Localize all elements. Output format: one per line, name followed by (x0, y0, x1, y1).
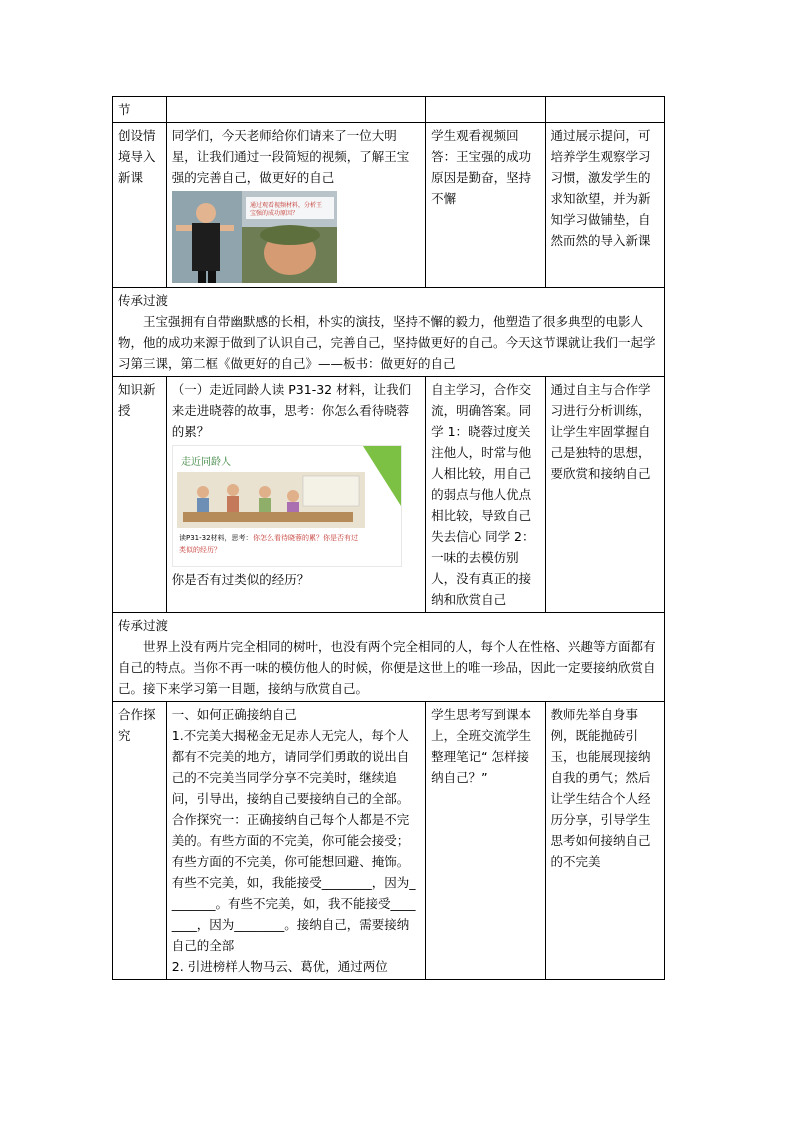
table-row (113, 377, 665, 613)
student-cell: 学生观看视频回答：王宝强的成功原因是勤奋，坚持不懈 (426, 123, 545, 288)
teacher-text: 合作探究一：正确接纳自己每个人都是不完美的。有些方面的不完美，你可能会接受；有些方面的不完美，你可能想回避、掩饰。有些不完美，如，我能接受________，因为________。有些不完美，如，我不能接受________，因为________。接纳自己，需要接纳自己的全部 (171, 812, 416, 953)
classroom-illustration (173, 446, 401, 566)
classroom-image (172, 445, 402, 567)
teacher-cell (166, 702, 425, 980)
intent-cell: 通过自主与合作学习进行分析训练，让学生牢固掌握自己是独特的思想，要欣赏和接纳自己 (545, 377, 664, 613)
student-cell: 自主学习，合作交流，明确答案。同学 1：晓蓉过度关注他人，时常与他人相比较，用自己的弱点与他人优点相比较，导致自己失去信心 同学 2：一味的去模仿别人，没有真正的接纳和欣赏自己 (426, 377, 545, 613)
table-row (113, 288, 665, 377)
student-cell: 学生思考写到课本上，全班交流学生整理笔记“ 怎样接纳自己？” (426, 702, 545, 980)
image-caption: 通过观看视频材料，分析王 (249, 202, 322, 209)
intent-cell: 通过展示提问，可培养学生观察学习习惯，激发学生的求知欲望，并为新知学习做铺垫，自然而然的导入新课 (545, 123, 664, 288)
transition-heading: 传承过渡 (118, 618, 169, 633)
table-row (113, 702, 665, 980)
stage-cell: 节 (113, 97, 167, 123)
transition-heading: 传承过渡 (118, 293, 169, 308)
student-cell (426, 97, 545, 123)
photo-illustration (172, 191, 337, 283)
teacher-text: 1.不完美大揭秘金无足赤人无完人，每个人都有不完美的地方，请同学们勇敢的说出自己的不完美当同学分享不完美时，继续追问，引导出，接纳自己要接纳自己的全部。 (171, 728, 410, 806)
image-caption: 读P31-32材料，思考： (178, 534, 253, 542)
table-row (113, 97, 665, 123)
image-title: 走近同龄人 (180, 457, 231, 468)
image-caption: 你怎么看待晓蓉的累？你是否有过 (252, 534, 358, 542)
teacher-text: 2. 引进榜样人物马云、葛优，通过两位 (171, 959, 388, 974)
stage-cell: 创设情境导入新课 (113, 123, 167, 288)
teacher-cell (166, 97, 425, 123)
table-row (113, 123, 665, 288)
wang-baoqiang-image (172, 191, 337, 283)
lesson-plan-table (112, 96, 665, 980)
teacher-text: 同学们，今天老师给你们请来了一位大明星，让我们通过一段简短的视频，了解王宝强的完善自己，做更好的自己 (171, 128, 410, 185)
transition-cell (113, 288, 665, 377)
table-row (113, 613, 665, 702)
teacher-text: 一、如何正确接纳自己 (171, 707, 297, 722)
transition-cell (113, 613, 665, 702)
intent-cell: 教师先举自身事例，既能抛砖引玉，也能展现接纳自我的勇气；然后让学生结合个人经历分享，引导学生思考如何接纳自己的不完美 (545, 702, 664, 980)
intent-cell (545, 97, 664, 123)
teacher-cell (166, 377, 425, 613)
stage-cell: 知识新授 (113, 377, 167, 613)
image-caption: 宝强的成功原因？ (249, 210, 298, 217)
stage-cell: 合作探究 (113, 702, 167, 980)
teacher-question: 你是否有过类似的经历？ (171, 572, 310, 587)
image-caption: 类似的经历？ (178, 546, 221, 554)
transition-text: 世界上没有两片完全相同的树叶，也没有两个完全相同的人，每个人在性格、兴趣等方面都有自己的特点。当你不再一味的模仿他人的时候，你便是这世上的唯一珍品，因此一定要接纳欣赏自己。接下来学习第一目题，接纳与欣赏自己。 (118, 639, 656, 696)
teacher-cell (166, 123, 425, 288)
transition-text: 王宝强拥有自带幽默感的长相，朴实的演技，坚持不懈的毅力，他塑造了很多典型的电影人物，他的成功来源于做到了认识自己，完善自己，坚持做更好的自己。今天这节课就让我们一起学习第三课，第二框《做更好的自己》——板书：做更好的自己 (118, 314, 656, 371)
teacher-text: （一）走近同龄人读 P31-32 材料，让我们来走进晓蓉的故事，思考：你怎么看待晓蓉的累？ (171, 382, 412, 439)
